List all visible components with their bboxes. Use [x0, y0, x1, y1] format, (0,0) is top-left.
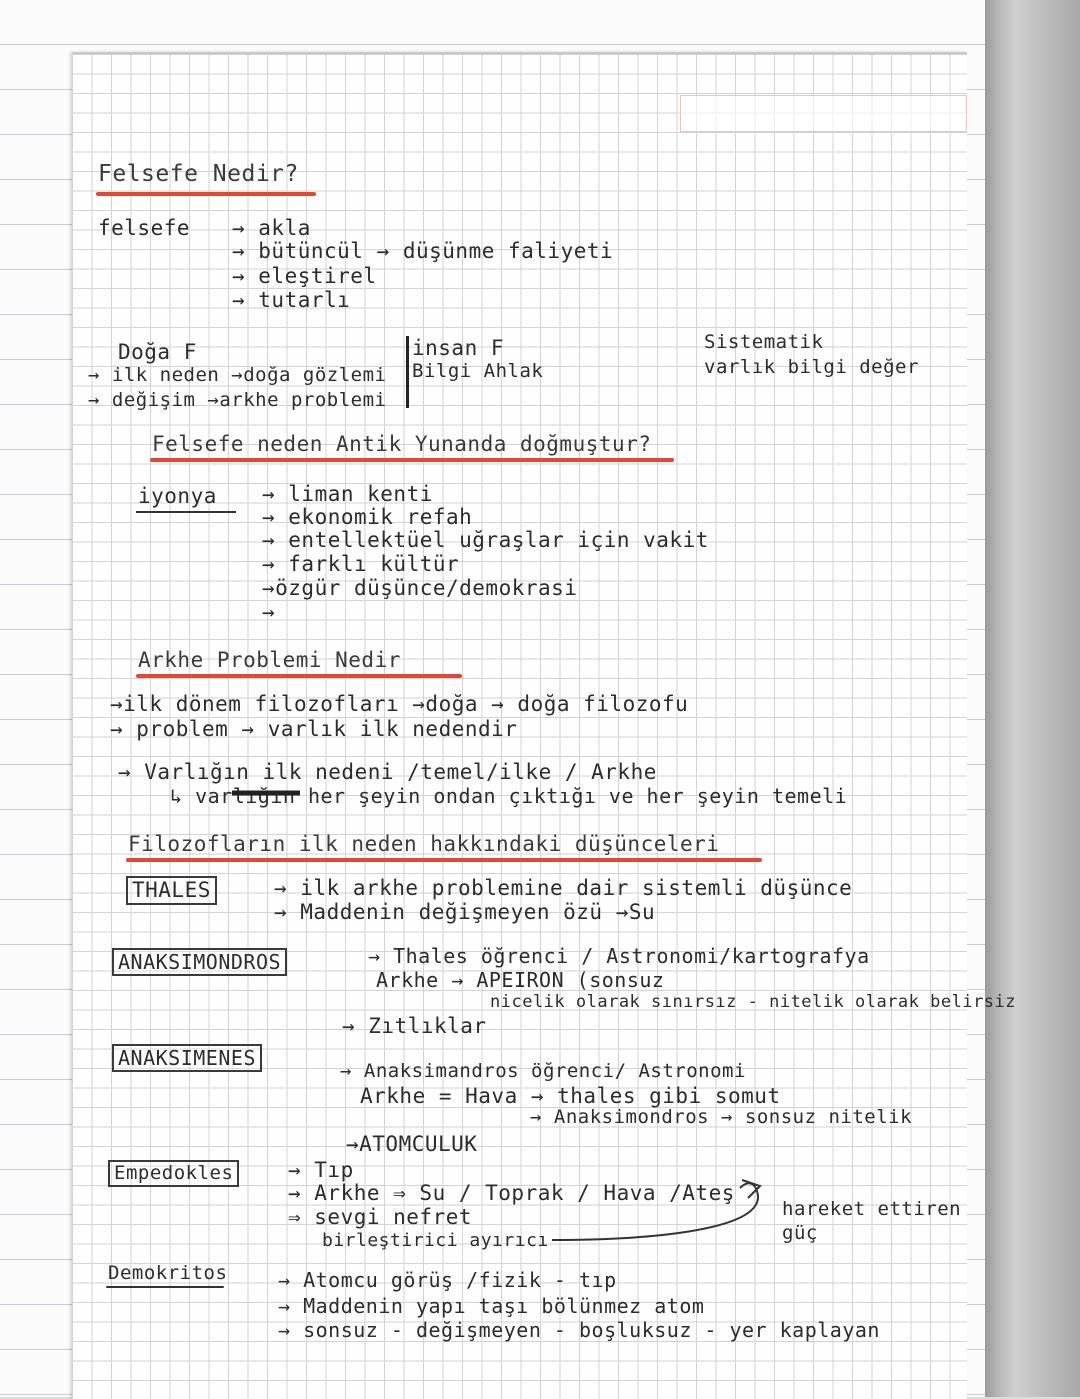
arkhe-line: →ilk dönem filozofları →doğa → doğa filozofu	[110, 692, 689, 716]
empedokles-line: birleştirici ayırıcı	[322, 1230, 549, 1251]
atomculuk-note: →ATOMCULUK	[346, 1132, 478, 1156]
empedokles-label: Empedokles	[108, 1160, 239, 1187]
anaksimandros-line: Arkhe → APEIRON (sonsuz	[376, 968, 665, 992]
title-felsefe-nedir: Felsefe Nedir?	[98, 161, 299, 187]
iyonya-item: → farklı kültür	[262, 552, 460, 576]
empedokles-line: → Arkhe ⇒ Su / Toprak / Hava /Ateş	[288, 1181, 735, 1205]
felsefe-label: felsefe	[98, 216, 191, 240]
empedokles-line: → Tıp	[288, 1158, 354, 1182]
demokritos-label: Demokritos	[108, 1262, 228, 1284]
empedokles-side: hareket ettiren	[782, 1198, 962, 1220]
insan-line: Bilgi Ahlak	[412, 360, 544, 382]
doga-line: → değişim →arkhe problemi	[88, 389, 387, 411]
iyonya-item: → ekonomik refah	[262, 505, 473, 529]
title-arkhe-problemi: Arkhe Problemi Nedir	[138, 648, 401, 672]
anaksimenes-label: ANAKSIMENES	[112, 1044, 262, 1072]
felsefe-item: → tutarlı	[232, 288, 351, 312]
title-antik-yunan: Felsefe neden Antik Yunanda doğmuştur?	[152, 432, 652, 456]
title-filozoflar: Filozofların ilk neden hakkındaki düşünceleri	[128, 832, 720, 856]
iyonya-item: → liman kenti	[262, 482, 433, 506]
anaksimandros-line: → Zıtlıklar	[342, 1014, 487, 1038]
iyonya-item: → entellektüel uğraşlar için vakit	[262, 528, 709, 552]
anaksimandros-line: → Thales öğrenci / Astronomi/kartografya	[368, 944, 870, 968]
thales-line: → ilk arkhe problemine dair sistemli düşünce	[274, 876, 853, 900]
iyonya-item: →	[262, 600, 276, 624]
iyonya-label: iyonya	[138, 484, 217, 508]
demokritos-line: → sonsuz - değişmeyen - boşluksuz - yer kaplayan	[278, 1318, 880, 1342]
anaksimenes-line: Arkhe = Hava → thales gibi somut	[360, 1084, 781, 1108]
empedokles-line: ⇒ sevgi nefret	[288, 1205, 473, 1229]
felsefe-item: → eleştirel	[232, 264, 377, 288]
sistematik-heading: Sistematik	[704, 331, 824, 353]
demokritos-line: → Atomcu görüş /fizik - tıp	[278, 1268, 617, 1292]
anaksimandros-line: nicelik olarak sınırsız - nitelik olarak belirsiz	[490, 992, 1017, 1012]
doga-heading: Doğa F	[118, 340, 197, 364]
sistematik-line: varlık bilgi değer	[704, 356, 919, 378]
empedokles-side: güç	[782, 1222, 818, 1244]
arkhe-line: → problem → varlık ilk nedendir	[110, 717, 518, 741]
felsefe-item: → bütüncül → düşünme faliyeti	[232, 239, 614, 263]
thales-label: THALES	[126, 876, 217, 905]
insan-heading: insan F	[412, 336, 505, 360]
arkhe-line: → Varlığın ilk nedeni /temel/ilke / Arkhe	[118, 760, 657, 784]
doga-line: → ilk neden →doğa gözlemi	[88, 364, 387, 386]
iyonya-item: →özgür düşünce/demokrasi	[262, 576, 578, 600]
felsefe-item: → akla	[232, 216, 311, 240]
anaksimandros-label: ANAKSIMONDROS	[112, 948, 287, 976]
anaksimenes-line: → Anaksimandros öğrenci/ Astronomi	[340, 1060, 746, 1082]
demokritos-line: → Maddenin yapı taşı bölünmez atom	[278, 1294, 705, 1318]
anaksimenes-line: → Anaksimondros → sonsuz nitelik	[530, 1106, 913, 1128]
arkhe-line: ↳ varlığın her şeyin ondan çıktığı ve her şeyin temeli	[170, 784, 848, 808]
thales-line: → Maddenin değişmeyen özü →Su	[274, 900, 656, 924]
